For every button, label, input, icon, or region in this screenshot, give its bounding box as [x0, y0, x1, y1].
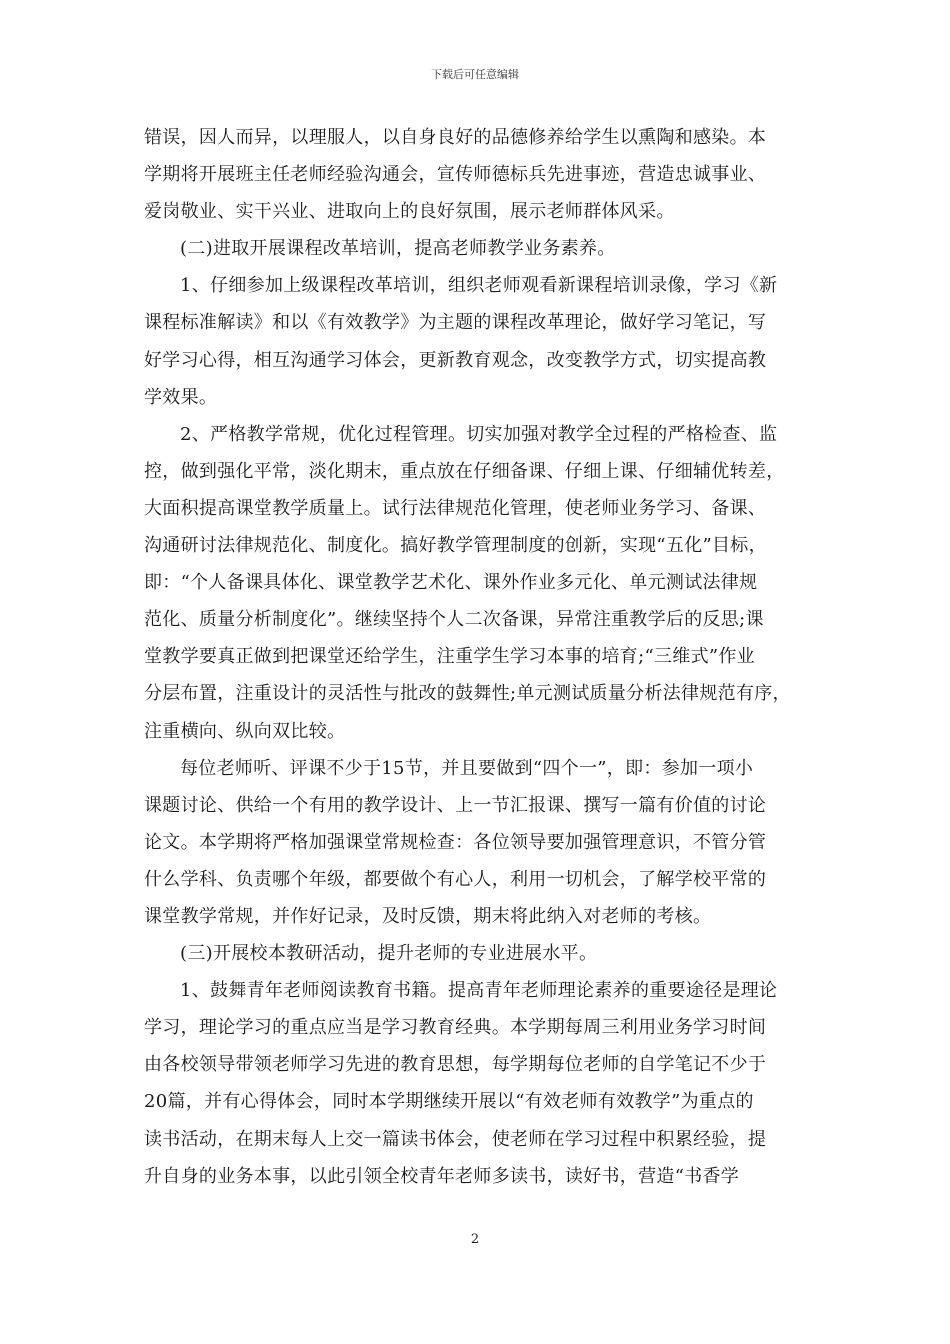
- text-line: 好学习心得，相互沟通学习体会，更新教育观念，改变教学方式，切实提高教: [144, 349, 767, 371]
- text-line: 什么学科、负责哪个年级，都要做个有心人，利用一切机会，了解学校平常的: [144, 868, 767, 890]
- text-line: 范化、质量分析制度化”。继续坚持个人二次备课，异常注重教学后的反思;课: [144, 609, 764, 631]
- text-line: 20篇，并有心得体会，同时本学期继续开展以“有效老师有效教学”为重点的: [144, 1091, 754, 1113]
- page-header: 下载后可任意编辑: [431, 68, 519, 81]
- text-line: 控，做到强化平常，淡化期末，重点放在仔细备课、仔细上课、仔细辅优转差，: [144, 460, 785, 482]
- text-line: 每位老师听、评课不少于15节，并且要做到“四个一”，即：参加一项小: [180, 757, 754, 779]
- text-line: 大面积提高课堂教学质量上。试行法律规范化管理，使老师业务学习、备课、: [144, 497, 767, 519]
- text-line: 1、鼓舞青年老师阅读教育书籍。提高青年老师理论素养的重要途径是理论: [180, 980, 778, 1002]
- text-line: 沟通研讨法律规范化、制度化。搞好教学管理制度的创新，实现“五化”目标，: [144, 535, 767, 557]
- text-line: 即：“个人备课具体化、课堂教学艺术化、课外作业多元化、单元测试法律规: [144, 572, 758, 594]
- text-line: 分层布置，注重设计的灵活性与批改的鼓舞性;单元测试质量分析法律规范有序，: [144, 683, 791, 705]
- text-line: 注重横向、纵向双比较。: [144, 720, 346, 742]
- text-line: 论文。本学期将严格加强课堂常规检查：各位领导要加强管理意识，不管分管: [144, 831, 767, 853]
- text-line: (二)进取开展课程改革培训，提高老师教学业务素养。: [180, 238, 616, 260]
- document-body: [144, 119, 812, 1195]
- text-line: 2、严格教学常规，优化过程管理。切实加强对教学全过程的严格检查、监: [180, 423, 778, 445]
- text-line: 课题讨论、供给一个有用的教学设计、上一节汇报课、撰写一篇有价值的讨论: [144, 794, 767, 816]
- text-line: 升自身的业务本事，以此引领全校青年老师多读书，读好书，营造“书香学: [144, 1165, 740, 1187]
- text-line: 爱岗敬业、实干兴业、进取向上的良好氛围，展示老师群体风采。: [144, 201, 675, 223]
- text-line: 学习，理论学习的重点应当是学习教育经典。本学期每周三利用业务学习时间: [144, 1017, 767, 1039]
- text-line: 堂教学要真正做到把课堂还给学生，注重学生学习本事的培育;“三维式”作业: [144, 646, 755, 668]
- page-number: 2: [470, 1232, 480, 1247]
- text-line: 课堂教学常规，并作好记录，及时反馈，期末将此纳入对老师的考核。: [144, 905, 712, 927]
- text-line: 课程标准解读》和以《有效教学》为主题的课程改革理论，做好学习笔记，写: [144, 312, 767, 334]
- text-line: 学效果。: [144, 386, 218, 408]
- text-line: 学期将开展班主任老师经验沟通会，宣传师德标兵先进事迹，营造忠诚事业、: [144, 164, 767, 186]
- text-line: 读书活动，在期末每人上交一篇读书体会，使老师在学习过程中积累经验，提: [144, 1128, 767, 1150]
- text-line: (三)开展校本教研活动，提升老师的专业进展水平。: [180, 943, 598, 965]
- text-line: 由各校领导带领老师学习先进的教育思想，每学期每位老师的自学笔记不少于: [144, 1054, 767, 1076]
- text-line: 1、仔细参加上级课程改革培训，组织老师观看新课程培训录像，学习《新: [180, 275, 778, 297]
- text-line: 错误，因人而异，以理服人，以自身良好的品德修养给学生以熏陶和感染。本: [144, 127, 767, 148]
